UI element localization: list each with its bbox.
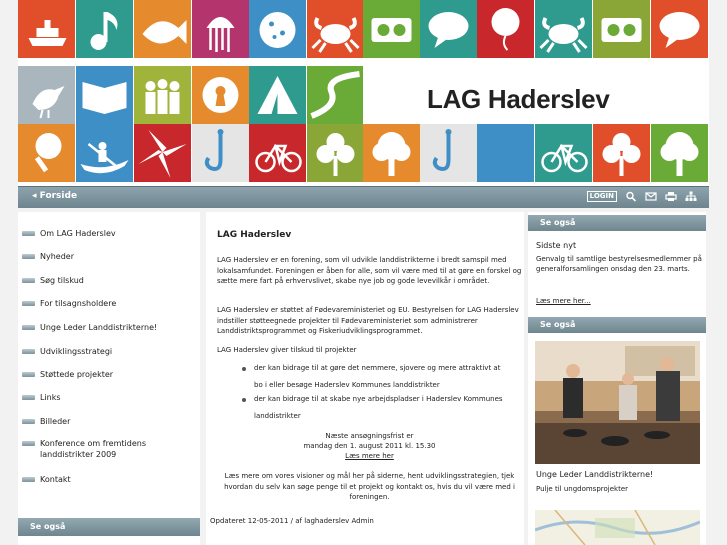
keyhole-tile	[192, 66, 249, 124]
tree-tile	[363, 124, 420, 182]
seagull-icon	[18, 66, 75, 124]
right-see-also-header: Se også	[528, 215, 706, 231]
bicycle-tile	[535, 124, 592, 182]
sidebar-item-label: Udviklingsstrategi	[40, 347, 113, 356]
sidebar-item[interactable]	[22, 346, 112, 357]
ship-icon	[18, 0, 75, 58]
cookie-tile	[249, 0, 306, 58]
read-more-wrap	[217, 451, 522, 462]
menu-bullet-icon	[22, 441, 35, 446]
menu-bullet-icon	[22, 395, 35, 400]
deadline-line-2: mandag den 1. august 2011 kl. 15.30	[303, 442, 436, 450]
film-tile	[363, 0, 420, 58]
bullet-2-line-1: der kan bidrage til at skabe nye arbejdspladser i Haderslev Kommunes	[254, 395, 503, 403]
speech-bubble-icon	[651, 0, 708, 58]
right-see-also-header-2: Se også	[528, 317, 706, 333]
news-text: Genvalg til samtlige bestyrelsesmedlemmer på generalforsamlingen onsdag den 23. marts.	[536, 255, 702, 273]
music-note-icon	[76, 0, 133, 58]
hook-tile	[192, 124, 249, 182]
speech-bubble-icon	[420, 0, 477, 58]
tent-tile	[249, 66, 306, 124]
balloon-icon	[477, 0, 534, 58]
sidebar-item[interactable]	[22, 275, 84, 286]
youth-kitchen-photo[interactable]	[535, 341, 700, 464]
hook-icon	[420, 124, 477, 182]
nav-home-label: Forside	[39, 191, 78, 201]
sidebar-item-label: Nyheder	[40, 252, 74, 261]
seagull-tile	[18, 66, 75, 124]
site-logo[interactable]	[363, 66, 709, 124]
jellyfish-icon	[192, 0, 249, 58]
closing-paragraph: Læs mere om vores visioner og mål her på siderne, hent udviklingsstrategien, tjek hvordan du selv kan søge penge til et projekt og kontakt os, hvis du vil være med i foreningen.	[224, 472, 515, 501]
fish-icon	[134, 0, 191, 58]
sidebar-item-label: Billeder	[40, 417, 71, 426]
sidebar-item[interactable]	[22, 369, 113, 380]
clover-tile	[593, 124, 650, 182]
region-map[interactable]	[535, 510, 700, 545]
sidebar-item[interactable]	[22, 251, 74, 262]
bullet-1-line-1: der kan bidrage til at gøre det nemmere, sjovere og mere attraktivt at	[254, 364, 501, 372]
crab-icon	[307, 0, 364, 58]
sidebar-item[interactable]	[22, 322, 157, 333]
bicycle-icon	[535, 124, 592, 182]
sidebar-item-label: Konference om fremtidens landdistrikter 2009	[40, 439, 146, 459]
login-button[interactable]: LOGIN	[587, 191, 617, 202]
canoe-icon	[76, 124, 133, 182]
windmill-tile	[134, 124, 191, 182]
film-icon	[363, 0, 420, 58]
sidebar-item-label: Links	[40, 393, 61, 402]
clover-tile	[307, 124, 364, 182]
print-icon[interactable]	[665, 191, 677, 202]
nav-tools	[587, 191, 697, 202]
photo-subtitle: Pulje til ungdomsprojekter	[536, 485, 629, 493]
sidebar-item[interactable]	[22, 474, 71, 485]
intro-paragraph: LAG Haderslev er en forening, som vil udvikle landdistrikterne i bredt samspil med lokalsamfundet. Foreningen er åben for alle, som vil være med til at gøre en forskel og sætte mere fart på erhvervslivet, skabe nye job og gode levevilkår i området.	[217, 256, 522, 285]
film-icon	[593, 0, 650, 58]
book-icon	[76, 66, 133, 124]
crab-tile	[535, 0, 592, 58]
hook-tile	[477, 124, 534, 182]
tent-icon	[249, 66, 306, 124]
ship-tile	[18, 0, 75, 58]
tennis-tile	[18, 124, 75, 182]
sidebar-item[interactable]	[22, 228, 116, 239]
bicycle-icon	[249, 124, 306, 182]
menu-bullet-icon	[22, 372, 35, 377]
hook-icon	[477, 124, 534, 182]
sidebar-item-label: Unge Leder Landdistrikterne!	[40, 323, 158, 332]
sidebar-item[interactable]	[22, 298, 116, 309]
grants-paragraph: LAG Haderslev giver tilskud til projekter	[217, 346, 357, 354]
road-icon	[307, 66, 364, 124]
sidebar-item-label: Kontakt	[40, 475, 71, 484]
mail-icon[interactable]	[645, 191, 657, 202]
cookie-icon	[249, 0, 306, 58]
bullet-dot	[242, 367, 246, 371]
bullet-2-line-2: landdistrikter	[254, 412, 301, 420]
tree-icon	[363, 124, 420, 182]
menu-bullet-icon	[22, 349, 35, 354]
balloon-tile	[477, 0, 534, 58]
menu-bullet-icon	[22, 254, 35, 259]
keyhole-icon	[192, 66, 249, 124]
crab-tile	[307, 0, 364, 58]
menu-bullet-icon	[22, 419, 35, 424]
jellyfish-tile	[192, 0, 249, 58]
canoe-tile	[76, 124, 133, 182]
sitemap-icon[interactable]	[685, 191, 697, 202]
sidebar-item-label: Om LAG Haderslev	[40, 229, 116, 238]
support-paragraph: LAG Haderslev er støttet af Fødevareministeriet og EU. Bestyrelsen for LAG Haderslev indstiller støtteegnede projekter til Fødevareministeriet som administrerer Landdistriktsprogrammet og Fiskeriudviklingsprogrammet.	[217, 306, 519, 335]
film-tile	[593, 0, 650, 58]
bullet-dot	[242, 398, 246, 402]
site-title: LAG Haderslev	[427, 84, 610, 114]
top-navbar	[18, 186, 709, 208]
speech-bubble-tile	[420, 0, 477, 58]
bicycle-tile	[249, 124, 306, 182]
clover-icon	[593, 124, 650, 182]
header-banner	[18, 0, 709, 186]
hook-icon	[192, 124, 249, 182]
sidebar-item-label: Støttede projekter	[40, 370, 114, 379]
sidebar-item-label: For tilsagnsholdere	[40, 299, 117, 308]
read-more-link[interactable]: Læs mere her	[345, 452, 394, 460]
nav-home-link[interactable]: ◂ Forside	[32, 191, 78, 201]
news-title: Sidste nyt	[536, 241, 577, 250]
deadline-line-1: Næste ansøgningsfrist er	[325, 432, 414, 440]
music-note-tile	[76, 0, 133, 58]
tree-tile	[651, 124, 708, 182]
menu-bullet-icon	[22, 301, 35, 306]
main-content	[206, 212, 524, 545]
sidebar-item[interactable]	[22, 438, 198, 460]
left-sidebar	[18, 212, 200, 545]
menu-bullet-icon	[22, 278, 35, 283]
book-tile	[76, 66, 133, 124]
hook-tile	[420, 124, 477, 182]
photo-caption[interactable]: Unge Leder Landdistrikterne!	[536, 470, 654, 479]
windmill-icon	[134, 124, 191, 182]
menu-bullet-icon	[22, 325, 35, 330]
road-tile	[307, 66, 364, 124]
crab-icon	[535, 0, 592, 58]
bullet-1-line-2: bo i eller besøge Haderslev Kommunes landdistrikter	[254, 381, 440, 389]
people-icon	[134, 66, 191, 124]
menu-bullet-icon	[22, 231, 35, 236]
speech-bubble-tile	[651, 0, 708, 58]
sidebar-item[interactable]	[22, 392, 61, 403]
tennis-icon	[18, 124, 75, 182]
page-title: LAG Haderslev	[217, 230, 292, 240]
people-tile	[134, 66, 191, 124]
updated-info: Opdateret 12-05-2011 / af laghaderslev Admin	[210, 517, 374, 525]
menu-bullet-icon	[22, 477, 35, 482]
tree-icon	[651, 124, 708, 182]
sidebar-item-label: Søg tilskud	[40, 276, 84, 285]
sidebar-item[interactable]	[22, 416, 70, 427]
clover-icon	[307, 124, 364, 182]
right-sidebar	[528, 212, 706, 545]
search-icon[interactable]	[625, 191, 637, 202]
news-read-more-link[interactable]: Læs mere her...	[536, 297, 591, 305]
left-see-also-header: Se også	[18, 518, 200, 536]
fish-tile	[134, 0, 191, 58]
